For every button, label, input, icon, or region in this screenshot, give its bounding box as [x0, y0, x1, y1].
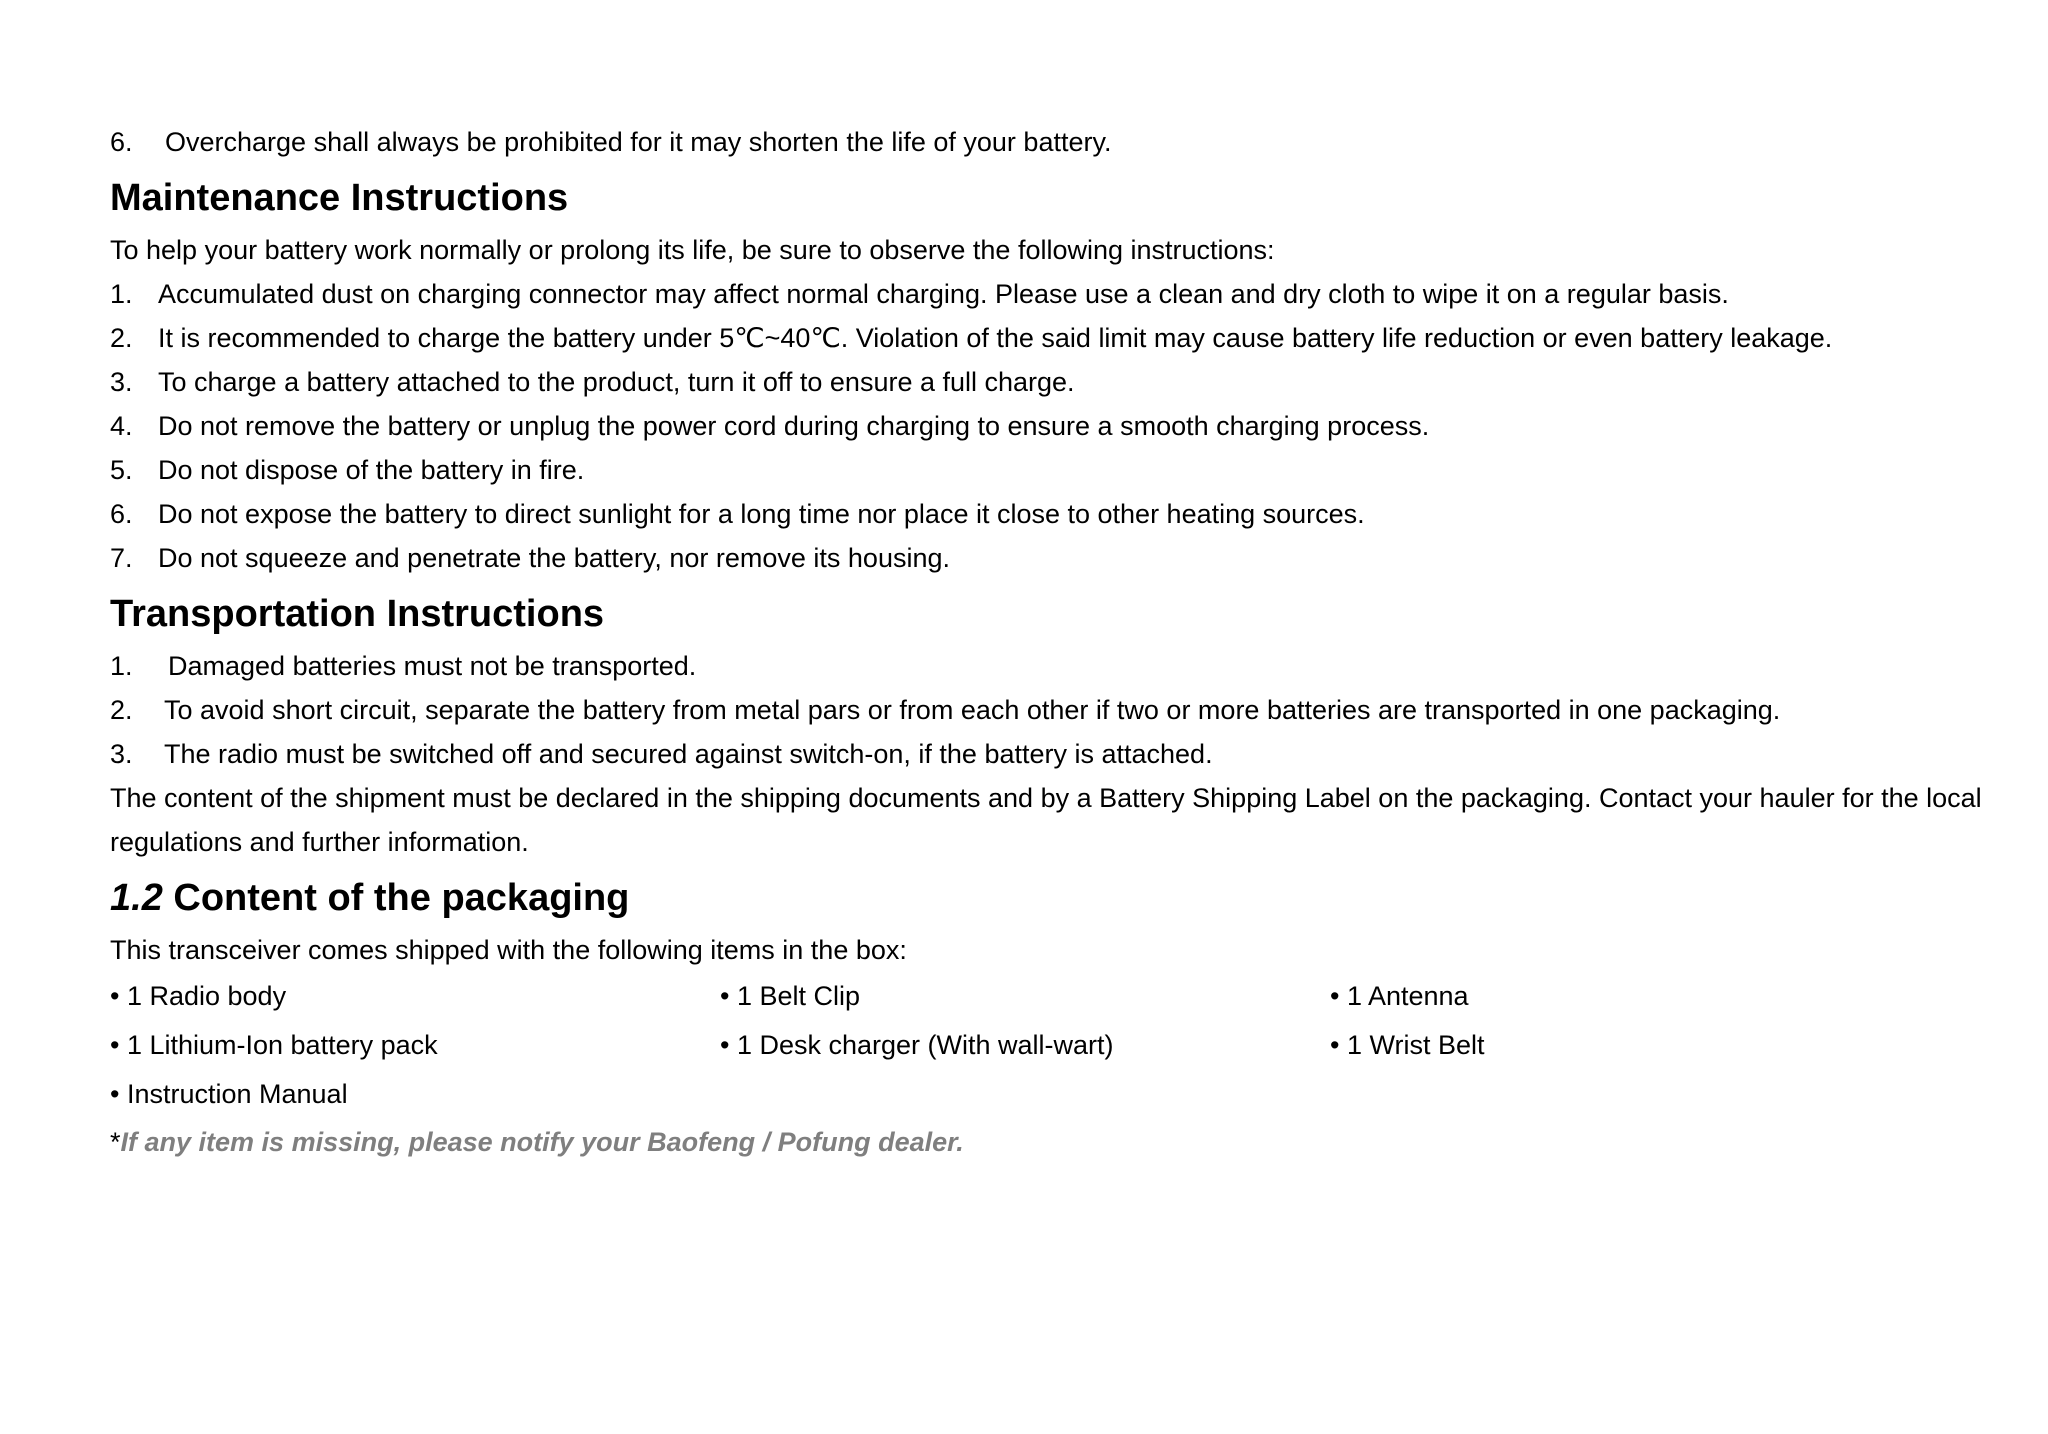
packaging-item: • 1 Wrist Belt: [1330, 1030, 1485, 1060]
list-number: 7.: [110, 543, 133, 573]
list-text: Overcharge shall always be prohibited for it may shorten the life of your battery.: [165, 127, 1112, 157]
list-item: [110, 732, 1988, 776]
packaging-item: • 1 Belt Clip: [720, 981, 861, 1011]
packaging-item: • 1 Lithium-Ion battery pack: [110, 1030, 438, 1060]
transportation-closing: The content of the shipment must be declared in the shipping documents and by a Battery Shipping Label on the packaging. Contact your hauler for the local regulations and further information.: [110, 783, 1982, 857]
list-item: [110, 272, 1988, 316]
list-text: Do not remove the battery or unplug the power cord during charging to ensure a smooth charging process.: [158, 411, 1430, 441]
packaging-item: • 1 Radio body: [110, 981, 287, 1011]
list-text: To charge a battery attached to the product, turn it off to ensure a full charge.: [158, 367, 1075, 397]
section-number: 1.2: [110, 877, 163, 919]
missing-item-note: [110, 1119, 1988, 1165]
list-number: 1.: [110, 651, 133, 681]
packaging-row: [110, 1070, 1988, 1119]
list-item: [110, 536, 1988, 580]
list-item: [110, 688, 1988, 732]
list-number: 1.: [110, 279, 133, 309]
list-text: The radio must be switched off and secured against switch-on, if the battery is attached.: [164, 739, 1213, 769]
packaging-item: • 1 Desk charger (With wall-wart): [720, 1030, 1114, 1060]
list-item: [110, 492, 1988, 536]
packaging-row: [110, 972, 1988, 1021]
section-title: Content of the packaging: [173, 877, 630, 919]
list-number: 2.: [110, 695, 133, 725]
list-number: 4.: [110, 411, 133, 441]
packaging-row: [110, 1021, 1988, 1070]
list-number: 5.: [110, 455, 133, 485]
list-item: [110, 404, 1988, 448]
list-text: Accumulated dust on charging connector may affect normal charging. Please use a clean and dry cloth to wipe it on a regular basis.: [158, 279, 1729, 309]
list-text: It is recommended to charge the battery under 5℃~40℃. Violation of the said limit may cause battery life reduction or even battery leakage.: [158, 323, 1833, 353]
list-text: Damaged batteries must not be transported.: [168, 651, 697, 681]
maintenance-intro: To help your battery work normally or prolong its life, be sure to observe the following instructions:: [110, 235, 1275, 265]
list-item: [110, 120, 1988, 164]
note-asterisk: *: [110, 1127, 121, 1157]
packaging-item: [1330, 1070, 1940, 1119]
packaging-intro: This transceiver comes shipped with the following items in the box:: [110, 935, 907, 965]
packaging-item: • Instruction Manual: [110, 1079, 348, 1109]
list-number: 6.: [110, 499, 133, 529]
packaging-heading: [110, 868, 1988, 928]
list-number: 3.: [110, 367, 133, 397]
packaging-item: • 1 Antenna: [1330, 981, 1469, 1011]
list-item: [110, 448, 1988, 492]
maintenance-heading: Maintenance Instructions: [110, 177, 569, 219]
transportation-heading: Transportation Instructions: [110, 593, 605, 635]
list-item: [110, 316, 1988, 360]
list-text: To avoid short circuit, separate the battery from metal pars or from each other if two or more batteries are transported in one packaging.: [164, 695, 1781, 725]
packaging-item: [720, 1070, 1330, 1119]
list-text: Do not dispose of the battery in fire.: [158, 455, 585, 485]
list-text: Do not squeeze and penetrate the battery, nor remove its housing.: [158, 543, 950, 573]
list-number: 2.: [110, 323, 133, 353]
list-item: [110, 360, 1988, 404]
list-item: [110, 644, 1988, 688]
list-number: 6.: [110, 127, 133, 157]
list-number: 3.: [110, 739, 133, 769]
note-text: If any item is missing, please notify your Baofeng / Pofung dealer.: [120, 1127, 964, 1157]
list-text: Do not expose the battery to direct sunlight for a long time nor place it close to other heating sources.: [158, 499, 1365, 529]
